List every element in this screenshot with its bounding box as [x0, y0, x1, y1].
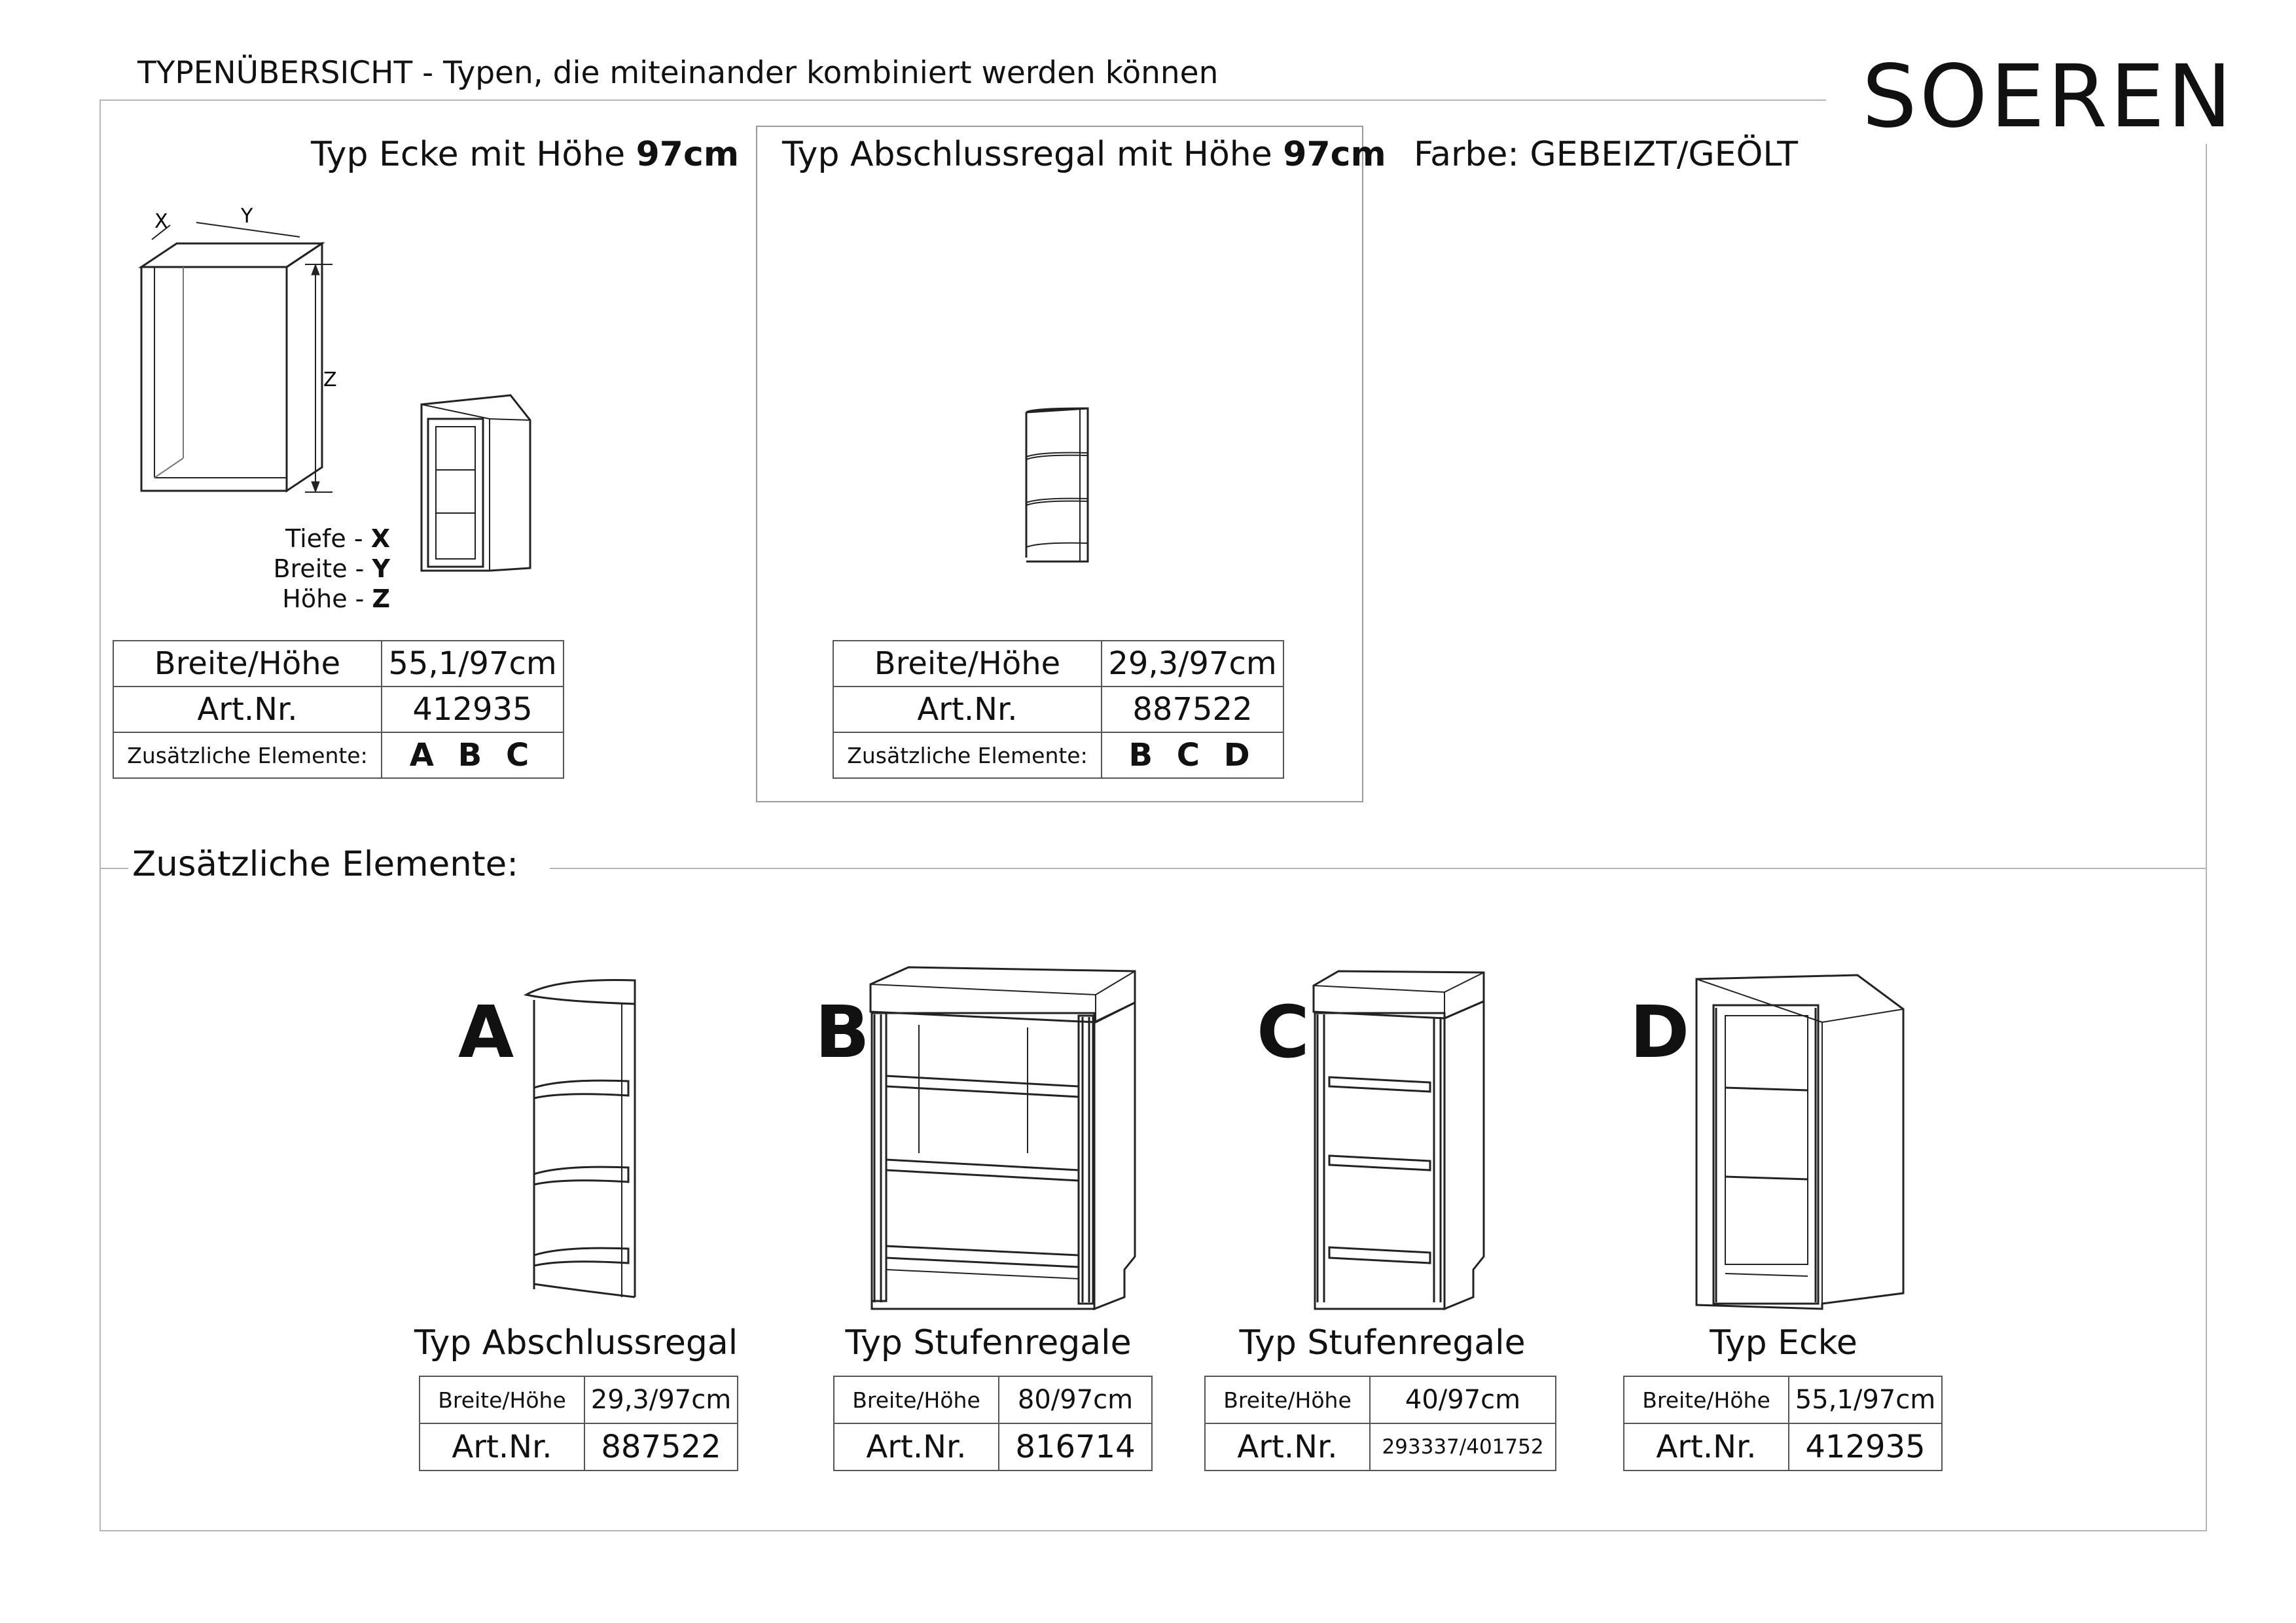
extra-label: Zusätzliche Elemente: [113, 732, 382, 778]
size-value: 80/97cm [999, 1376, 1152, 1423]
element-letter-b: B [815, 990, 870, 1074]
size-value: 55,1/97cm [382, 641, 564, 687]
art-value: 412935 [1789, 1423, 1942, 1471]
extra-label: Zusätzliche Elemente: [833, 732, 1102, 778]
legend-tiefe: Tiefe - X [285, 524, 390, 553]
art-value: 816714 [999, 1423, 1152, 1471]
ecke-section-title: Typ Ecke mit Höhe 97cm [311, 135, 739, 174]
y-dimension-label: Y [241, 205, 253, 228]
element-letter-c: C [1257, 990, 1310, 1074]
dimension-legend [249, 524, 390, 614]
art-value: 293337/401752 [1370, 1423, 1556, 1471]
art-label: Art.Nr. [1205, 1423, 1370, 1471]
ecke-spec-table [113, 640, 564, 779]
legend-hoehe: Höhe - Z [282, 584, 390, 613]
art-value: 887522 [584, 1423, 738, 1471]
size-label: Breite/Höhe [113, 641, 382, 687]
drawing-b-step-shelf [863, 962, 1144, 1315]
corner-cabinet-small-drawing [412, 385, 550, 581]
size-value: 55,1/97cm [1789, 1376, 1942, 1423]
divider-right [550, 868, 2207, 869]
element-letter-a: A [458, 990, 514, 1074]
abschluss-spec-table [833, 640, 1284, 779]
size-value: 40/97cm [1370, 1376, 1556, 1423]
art-label: Art.Nr. [420, 1423, 584, 1471]
element-letter-d: D [1630, 990, 1690, 1074]
size-label: Breite/Höhe [1624, 1376, 1789, 1423]
brand-logo: SOEREN [1862, 46, 2234, 147]
size-value: 29,3/97cm [1102, 641, 1283, 687]
spec-table-c [1204, 1376, 1556, 1471]
x-dimension-label: X [154, 210, 168, 233]
legend-breite: Breite - Y [273, 554, 390, 583]
page-header-title: TYPENÜBERSICHT - Typen, die miteinander kombiniert werden können [137, 55, 1219, 91]
caption-d: Typ Ecke [1710, 1323, 1857, 1363]
drawing-d-corner-cabinet [1687, 962, 1916, 1315]
abschluss-section-title: Typ Abschlussregal mit Höhe 97cm [782, 135, 1386, 174]
drawing-c-step-shelf [1306, 962, 1489, 1315]
dimension-diagram [131, 196, 406, 537]
farbe-label: Farbe: GEBEIZT/GEÖLT [1414, 135, 1799, 174]
art-label: Art.Nr. [834, 1423, 999, 1471]
extra-value: A B C [382, 732, 564, 778]
caption-c: Typ Stufenregale [1239, 1323, 1526, 1363]
spec-table-a [419, 1376, 738, 1471]
z-dimension-label: Z [323, 368, 337, 391]
extras-title: Zusätzliche Elemente: [132, 844, 519, 884]
size-value: 29,3/97cm [584, 1376, 738, 1423]
size-label: Breite/Höhe [833, 641, 1102, 687]
art-label: Art.Nr. [833, 687, 1102, 732]
size-label: Breite/Höhe [834, 1376, 999, 1423]
drawing-a-end-shelf [517, 975, 648, 1302]
caption-a: Typ Abschlussregal [414, 1323, 738, 1363]
art-value: 412935 [382, 687, 564, 732]
size-label: Breite/Höhe [1205, 1376, 1370, 1423]
art-label: Art.Nr. [113, 687, 382, 732]
spec-table-b [833, 1376, 1153, 1471]
size-label: Breite/Höhe [420, 1376, 584, 1423]
art-value: 887522 [1102, 687, 1283, 732]
divider-left [99, 868, 128, 869]
caption-b: Typ Stufenregale [845, 1323, 1132, 1363]
extra-value: B C D [1102, 732, 1283, 778]
spec-table-d [1623, 1376, 1943, 1471]
art-label: Art.Nr. [1624, 1423, 1789, 1471]
end-shelf-small-drawing [1014, 401, 1100, 564]
